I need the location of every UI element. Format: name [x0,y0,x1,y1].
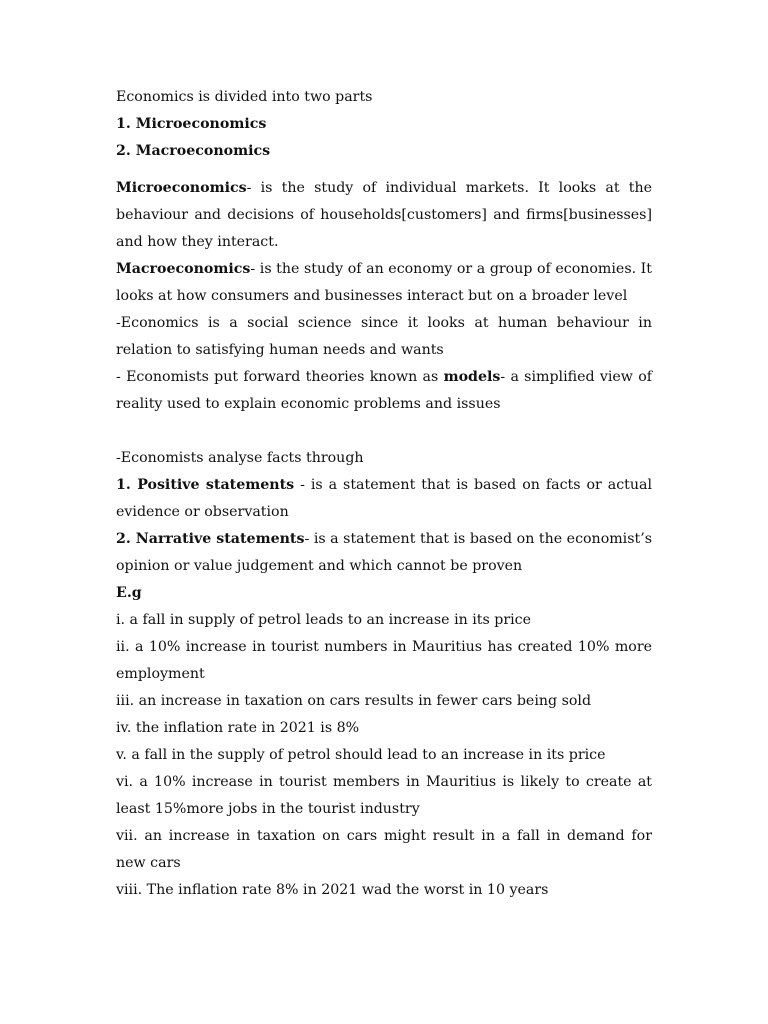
social-science-note: -Economics is a social science since it looks at human behaviour in relation to satisfying human needs and wants [116,315,652,358]
analysis-intro: -Economists analyse facts through [116,450,364,466]
example-item: vi. a 10% increase in tourist members in Mauritius is likely to create at least 15%more jobs in the tourist industry [116,774,652,817]
example-item: viii. The inflation rate 8% in 2021 wad the worst in 10 years [116,882,549,898]
narrative-statement: 2. Narrative statements- is a statement that is based on the economist’s opinion or value judgement and which cannot be proven [116,531,652,574]
example-item: i. a fall in supply of petrol leads to an increase in its price [116,612,532,628]
positive-statement: 1. Positive statements - is a statement that is based on facts or actual evidence or observation [116,477,652,520]
example-item: iv. the inflation rate in 2021 is 8% [116,720,360,736]
example-item: ii. a 10% increase in tourist numbers in Mauritius has created 10% more employment [116,639,652,682]
models-term: models [443,369,501,385]
macro-term: Macroeconomics [116,261,251,277]
document-page [116,84,652,904]
example-item: v. a fall in the supply of petrol should lead to an increase in its price [116,747,606,763]
models-note: - Economists put forward theories known as models- a simplified view of reality used to explain economic problems and issues [116,369,653,412]
intro-heading: Economics is divided into two parts [116,89,373,105]
intro-item-micro: 1. Microeconomics [116,116,267,132]
macro-definition: Macroeconomics- is the study of an economy or a group of economies. It looks at how consumers and businesses interact but on a broader level [116,261,652,304]
eg-label: E.g [116,585,142,601]
positive-term: 1. Positive statements [116,477,295,493]
example-item: iii. an increase in taxation on cars results in fewer cars being sold [116,693,592,709]
intro-item-macro: 2. Macroeconomics [116,143,271,159]
narrative-term: 2. Narrative statements [116,531,305,547]
example-item: vii. an increase in taxation on cars might result in a fall in demand for new cars [116,828,652,871]
micro-term: Microeconomics [116,180,247,196]
micro-definition: Microeconomics- is the study of individual markets. It looks at the behaviour and decisions of households[customers] and firms[businesses] and how they interact. [116,180,652,250]
